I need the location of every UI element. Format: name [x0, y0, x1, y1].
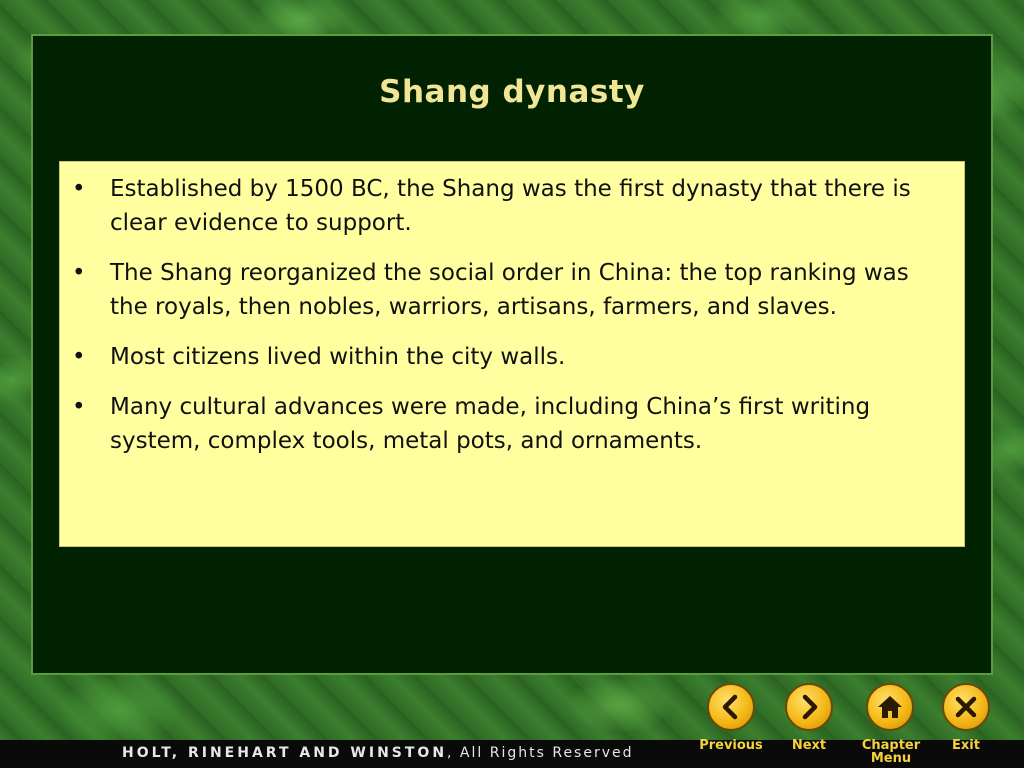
bullet-marker: •	[72, 260, 86, 286]
publisher-name: HOLT, RINEHART AND WINSTON	[122, 745, 448, 761]
next-button[interactable]	[785, 683, 833, 731]
previous-button[interactable]	[707, 683, 755, 731]
chevron-left-icon	[716, 692, 746, 722]
list-item	[72, 256, 942, 324]
chapter-menu-label-line2[interactable]: Menu	[870, 751, 912, 766]
close-icon	[951, 692, 981, 722]
content-box	[59, 161, 965, 547]
list-item	[72, 390, 942, 458]
next-label[interactable]: Next	[791, 738, 827, 753]
bullet-text: Many cultural advances were made, including China’s first writing system, complex tools, metal pots, and ornaments.	[110, 394, 871, 454]
chapter-menu-button[interactable]	[866, 683, 914, 731]
bullet-text: Established by 1500 BC, the Shang was the first dynasty that there is clear evidence to support.	[110, 176, 911, 236]
chevron-right-icon	[794, 692, 824, 722]
home-icon	[875, 692, 905, 722]
bullet-text: The Shang reorganized the social order in China: the top ranking was the royals, then nobles, warriors, artisans, farmers, and slaves.	[110, 260, 909, 320]
chapter-menu-label-line1[interactable]: Chapter	[861, 738, 921, 753]
rights-text: , All Rights Reserved	[447, 745, 634, 761]
exit-label[interactable]: Exit	[952, 738, 980, 753]
bullet-marker: •	[72, 176, 86, 202]
previous-label[interactable]: Previous	[699, 738, 763, 753]
copyright-notice	[122, 745, 634, 761]
bullet-marker: •	[72, 344, 86, 370]
bullet-list	[72, 172, 942, 474]
exit-button[interactable]	[942, 683, 990, 731]
list-item	[72, 172, 942, 240]
slide-title: Shang dynasty	[379, 74, 645, 110]
bullet-text: Most citizens lived within the city walls.	[110, 344, 566, 370]
bullet-marker: •	[72, 394, 86, 420]
chapter-menu-label[interactable]	[852, 739, 930, 765]
list-item	[72, 340, 942, 374]
